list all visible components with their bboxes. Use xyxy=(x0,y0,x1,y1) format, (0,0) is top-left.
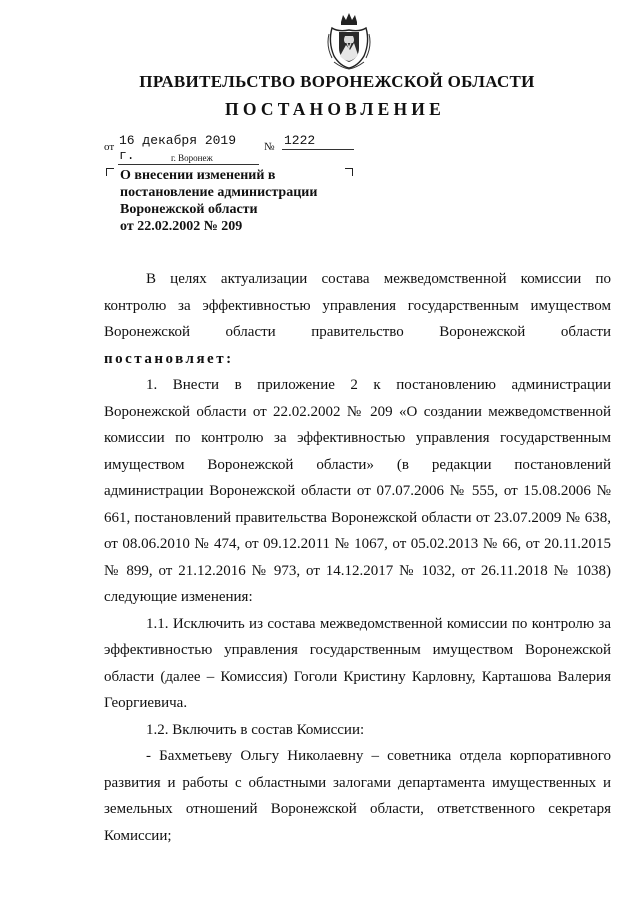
subject-line: О внесении изменений в xyxy=(120,168,276,183)
item-1-2-a-paragraph: - Бахметьеву Ольгу Николаевну – советника отдела корпоративного развития и работы с областными залогами департамента имущественных и земельных отношений Воронежской области, ответственного секретаря Комиссии; xyxy=(104,748,611,844)
item-1-1-paragraph: 1.1. Исключить из состава межведомственной комиссии по контролю за эффективностью управления государственным имуществом Воронежской области (далее – Комиссия) Гоголи Кристину Карловну, Карташова Валерия Георгиевича. xyxy=(104,615,611,711)
subject-line: Воронежской области xyxy=(120,202,258,217)
document-subject xyxy=(120,167,360,235)
preamble-paragraph: В целях актуализации состава межведомственной комиссии по контролю за эффективностью управления государственным имуществом Воронежской области правительство Воронежской области xyxy=(104,271,611,340)
date-prefix-label: от xyxy=(104,141,115,153)
resolves-word: постановляет: xyxy=(104,350,234,367)
government-title: ПРАВИТЕЛЬСТВО ВОРОНЕЖСКОЙ ОБЛАСТИ xyxy=(139,72,535,91)
subject-line: постановление администрации xyxy=(120,185,318,200)
subject-line: от 22.02.2002 № 209 xyxy=(120,219,243,234)
number-sign-label: № xyxy=(264,141,275,153)
document-kind-title: ПОСТАНОВЛЕНИЕ xyxy=(225,99,445,119)
document-body xyxy=(104,266,611,849)
subject-corner-left xyxy=(106,168,114,176)
voronezh-coat-of-arms-icon xyxy=(326,12,372,70)
item-1-2-paragraph: 1.2. Включить в состав Комиссии: xyxy=(146,721,365,738)
item-1-paragraph: 1. Внести в приложение 2 к постановлению администрации Воронежской области от 22.02.2002 № 209 «О создании межведомственной комиссии по контролю за эффективностью управления государственным имуществом Воронежской области» (в редакции постановлений администрации Воронежской области от 07.07.2006 № 555, от 15.08.2006 № 661, постановлений правительства Воронежской области от 23.07.2009 № 638, от 08.06.2010 № 474, от 09.12.2011 № 1067, от 05.02.2013 № 66, от 20.11.2015 № 899, от 21.12.2016 № 973, от 14.12.2017 № 1032, от 26.11.2018 № 1038) следующие изменения: xyxy=(104,377,611,605)
document-date-field: 16 декабря 2019 г. xyxy=(118,133,259,165)
document-number-field: 1222 xyxy=(282,133,354,150)
city-label: г. Воронеж xyxy=(171,153,213,163)
